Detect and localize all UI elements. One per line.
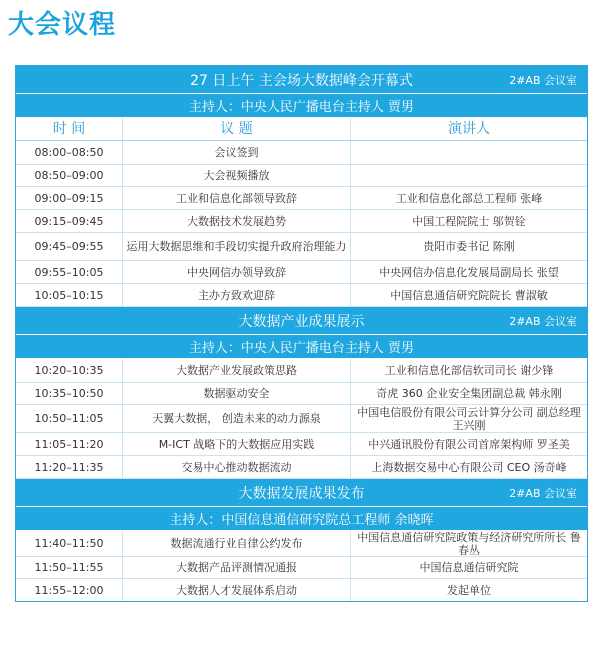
agenda-row: [16, 405, 587, 433]
time-cell: 11:40–11:50: [16, 531, 123, 556]
speaker-cell: 上海数据交易中心有限公司 CEO 汤奇峰: [371, 460, 567, 474]
speaker-cell: 中国信息通信研究院: [419, 561, 519, 574]
agenda-row: [16, 233, 587, 261]
agenda-row: [16, 165, 587, 187]
time-cell: 11:55–12:00: [16, 579, 123, 601]
agenda-row: [16, 579, 587, 601]
topic-cell: 大数据人才发展体系启动: [123, 579, 351, 601]
speaker-cell: 中兴通讯股份有限公司首席架构师 罗圣美: [368, 437, 570, 451]
topic-cell: 会议签到: [123, 141, 351, 164]
time-cell: 09:45–09:55: [16, 233, 123, 260]
header-topic: 议 题: [123, 118, 351, 140]
time-cell: 09:00–09:15: [16, 187, 123, 209]
topic-cell: 交易中心推动数据流动: [123, 456, 351, 478]
topic-cell: 数据流通行业自律公约发布: [123, 531, 351, 556]
room-label: 2#AB 会议室: [509, 73, 577, 87]
agenda-row: [16, 187, 587, 210]
section-title: 27 日上午 主会场大数据峰会开幕式: [190, 72, 413, 89]
host-text: 主持人：中央人民广播电台主持人 贾男: [188, 341, 415, 356]
section-title-banner: [16, 66, 587, 94]
agenda-row: [16, 359, 587, 383]
speaker-cell: [351, 141, 587, 164]
topic-cell: 大数据技术发展趋势: [123, 210, 351, 232]
header-time: 时 间: [16, 118, 123, 140]
speaker-cell: 贵阳市委书记 陈刚: [423, 240, 515, 253]
speaker-cell: 发起单位: [447, 583, 491, 597]
speaker-cell: 中央网信办信息化发展局副局长 张望: [379, 265, 559, 279]
time-cell: 11:05–11:20: [16, 433, 123, 455]
agenda-row: [16, 210, 587, 233]
topic-cell: 大会视频播放: [123, 165, 351, 186]
time-cell: 09:15–09:45: [16, 210, 123, 232]
speaker-cell: [351, 165, 587, 186]
time-cell: 10:05–10:15: [16, 284, 123, 306]
time-cell: 08:50–09:00: [16, 165, 123, 186]
host-text: 主持人：中央人民广播电台主持人 贾男: [188, 100, 415, 115]
topic-cell: 工业和信息化部领导致辞: [123, 187, 351, 209]
agenda-row: [16, 433, 587, 456]
room-label: 2#AB 会议室: [509, 314, 577, 328]
topic-cell: M-ICT 战略下的大数据应用实践: [123, 433, 351, 455]
page-title: 大会议程: [8, 10, 117, 40]
column-header-row: [16, 118, 587, 141]
host-banner: [16, 507, 587, 531]
speaker-cell: 工业和信息化部信软司司长 谢少锋: [384, 364, 554, 377]
speaker-cell: 中国电信股份有限公司云计算分公司 副总经理 王兴刚: [357, 405, 581, 432]
host-banner: [16, 94, 587, 118]
agenda-row: [16, 383, 587, 405]
speaker-cell: 中国工程院院士 邬贺铨: [412, 214, 526, 228]
section-title-banner: [16, 307, 587, 335]
time-cell: 11:50–11:55: [16, 557, 123, 578]
time-cell: 08:00–08:50: [16, 141, 123, 164]
agenda-row: [16, 284, 587, 307]
host-text: 主持人：中国信息通信研究院总工程师 余晓晖: [169, 513, 434, 528]
agenda-row: [16, 261, 587, 284]
agenda-row: [16, 141, 587, 165]
agenda-row: [16, 531, 587, 557]
agenda-row: [16, 456, 587, 479]
agenda-row: [16, 557, 587, 579]
topic-cell: 中央网信办领导致辞: [123, 261, 351, 283]
topic-cell: 主办方致欢迎辞: [123, 284, 351, 306]
section-title: 大数据发展成果发布: [238, 485, 365, 502]
speaker-cell: 奇虎 360 企业安全集团副总裁 韩永刚: [376, 387, 562, 400]
topic-cell: 天翼大数据， 创造未来的动力源泉: [123, 405, 351, 432]
header-speaker: 演讲人: [448, 120, 490, 137]
topic-cell: 大数据产业发展政策思路: [123, 359, 351, 382]
time-cell: 10:50–11:05: [16, 405, 123, 432]
speaker-cell: 工业和信息化部总工程师 张峰: [395, 191, 543, 205]
agenda-table: [15, 65, 588, 602]
topic-cell: 大数据产品评测情况通报: [123, 557, 351, 578]
time-cell: 10:20–10:35: [16, 359, 123, 382]
speaker-cell: 中国信息通信研究院政策与经济研究所所长 鲁春丛: [357, 530, 581, 557]
topic-cell: 数据驱动安全: [123, 383, 351, 404]
room-label: 2#AB 会议室: [509, 486, 577, 500]
time-cell: 10:35–10:50: [16, 383, 123, 404]
time-cell: 11:20–11:35: [16, 456, 123, 478]
time-cell: 09:55–10:05: [16, 261, 123, 283]
section-title-banner: [16, 479, 587, 507]
speaker-cell: 中国信息通信研究院院长 曹淑敏: [390, 288, 548, 302]
host-banner: [16, 335, 587, 359]
topic-cell: 运用大数据思维和手段切实提升政府治理能力: [123, 233, 351, 260]
section-title: 大数据产业成果展示: [238, 313, 365, 330]
